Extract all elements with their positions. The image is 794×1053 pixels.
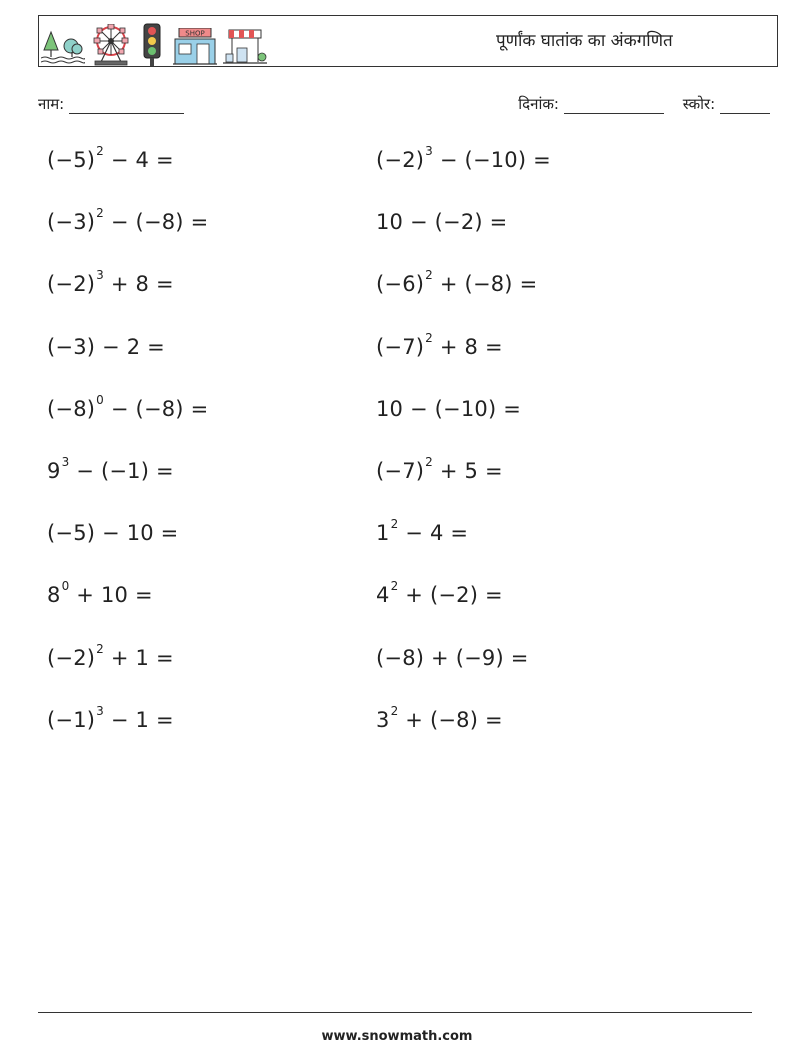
- problem-base: (−6): [376, 272, 425, 297]
- problem-exponent: 2: [96, 641, 104, 656]
- problem-base: 10 − (−2) =: [376, 210, 508, 235]
- problem-base: 3: [376, 707, 390, 732]
- problem-left-4: [47, 335, 165, 359]
- problem-rest: + 1 =: [104, 645, 174, 670]
- problem-rest: + (−8) =: [433, 272, 538, 297]
- ferris-wheel-icon: [91, 24, 131, 66]
- shop-icon: [173, 28, 217, 66]
- problem-right-6: [376, 455, 503, 483]
- problem-base: (−8) + (−9) =: [376, 645, 529, 670]
- problem-exponent: 3: [96, 703, 104, 718]
- problem-right-7: [376, 517, 469, 546]
- problem-base: (−2): [376, 148, 425, 172]
- problem-base: 4: [376, 583, 390, 608]
- problem-left-7: [47, 521, 178, 545]
- problem-base: (−7): [376, 459, 425, 483]
- problem-rest: + 5 =: [433, 459, 503, 483]
- problem-rest: − 4 =: [398, 521, 469, 546]
- problem-right-4: [376, 330, 503, 359]
- score-label: स्कोर:: [682, 95, 716, 113]
- problem-base: (−3): [47, 210, 96, 235]
- name-field: [38, 94, 184, 114]
- problem-rest: + (−2) =: [398, 583, 503, 608]
- problem-rest: + 8 =: [104, 272, 174, 297]
- problem-exponent: 2: [425, 455, 433, 469]
- date-score-fields: [518, 94, 770, 114]
- problem-right-5: [376, 397, 521, 421]
- problem-base: 9: [47, 459, 61, 483]
- problem-rest: − 4 =: [104, 148, 174, 172]
- problem-exponent: 3: [96, 268, 104, 283]
- problem-rest: − (−1) =: [69, 459, 174, 483]
- problem-base: (−2): [47, 645, 96, 670]
- score-blank[interactable]: [720, 99, 770, 114]
- problem-right-1: [376, 144, 551, 172]
- header-icons: [41, 20, 267, 66]
- problem-base: 10 − (−10) =: [376, 396, 522, 421]
- problem-exponent: 2: [390, 517, 399, 532]
- problem-rest: − (−10) =: [433, 148, 551, 172]
- problem-right-8: [376, 579, 503, 608]
- problem-rest: − 1 =: [104, 707, 174, 732]
- problem-exponent: 2: [96, 206, 104, 221]
- name-blank[interactable]: [69, 99, 184, 114]
- problem-rest: − (−8) =: [104, 210, 209, 235]
- problem-base: (−8): [47, 396, 96, 421]
- problem-rest: + (−8) =: [398, 707, 503, 732]
- problem-exponent: 3: [425, 144, 433, 158]
- problem-exponent: 2: [390, 703, 399, 718]
- problem-base: (−5): [47, 148, 96, 172]
- trees-lake-icon: [41, 30, 85, 66]
- problem-base: (−1): [47, 707, 96, 732]
- problem-base: (−3) − 2 =: [47, 334, 165, 359]
- problem-right-10: [376, 703, 503, 732]
- shop-sign-text: SHOP: [185, 29, 205, 38]
- date-label: दिनांक:: [518, 95, 559, 113]
- problem-rest: − (−8) =: [104, 396, 209, 421]
- worksheet-title: पूर्णांक घातांक का अंकगणित: [496, 31, 673, 51]
- problem-base: 1: [376, 521, 390, 546]
- problem-exponent: 2: [96, 144, 104, 158]
- problem-base: (−2): [47, 272, 96, 297]
- footer-divider: [38, 1012, 752, 1013]
- problem-right-3: [376, 268, 538, 297]
- problem-left-5: [47, 392, 209, 421]
- name-label: नाम:: [38, 95, 65, 113]
- date-blank[interactable]: [564, 99, 664, 114]
- problem-left-1: [47, 144, 174, 172]
- problem-left-8: [47, 579, 153, 608]
- problem-exponent: 3: [61, 455, 70, 469]
- problem-base: (−5) − 10 =: [47, 521, 179, 546]
- problem-rest: + 10 =: [69, 583, 153, 608]
- problem-exponent: 0: [61, 579, 70, 594]
- problem-left-9: [47, 641, 174, 670]
- problem-left-10: [47, 703, 174, 732]
- problem-left-2: [47, 206, 209, 235]
- problem-exponent: 2: [390, 579, 399, 594]
- problem-left-3: [47, 268, 174, 297]
- problem-right-9: [376, 646, 529, 670]
- problem-rest: + 8 =: [433, 334, 503, 359]
- problem-left-6: [47, 455, 174, 483]
- problem-exponent: 2: [425, 268, 433, 283]
- worksheet-header: [38, 15, 778, 67]
- problem-right-2: [376, 210, 507, 234]
- footer-url: www.snowmath.com: [321, 1029, 473, 1044]
- problem-base: (−7): [376, 334, 425, 359]
- problem-exponent: 0: [96, 392, 104, 407]
- problem-base: 8: [47, 583, 61, 608]
- traffic-light-icon: [137, 22, 167, 66]
- problem-exponent: 2: [425, 330, 433, 345]
- market-stall-icon: [223, 28, 267, 66]
